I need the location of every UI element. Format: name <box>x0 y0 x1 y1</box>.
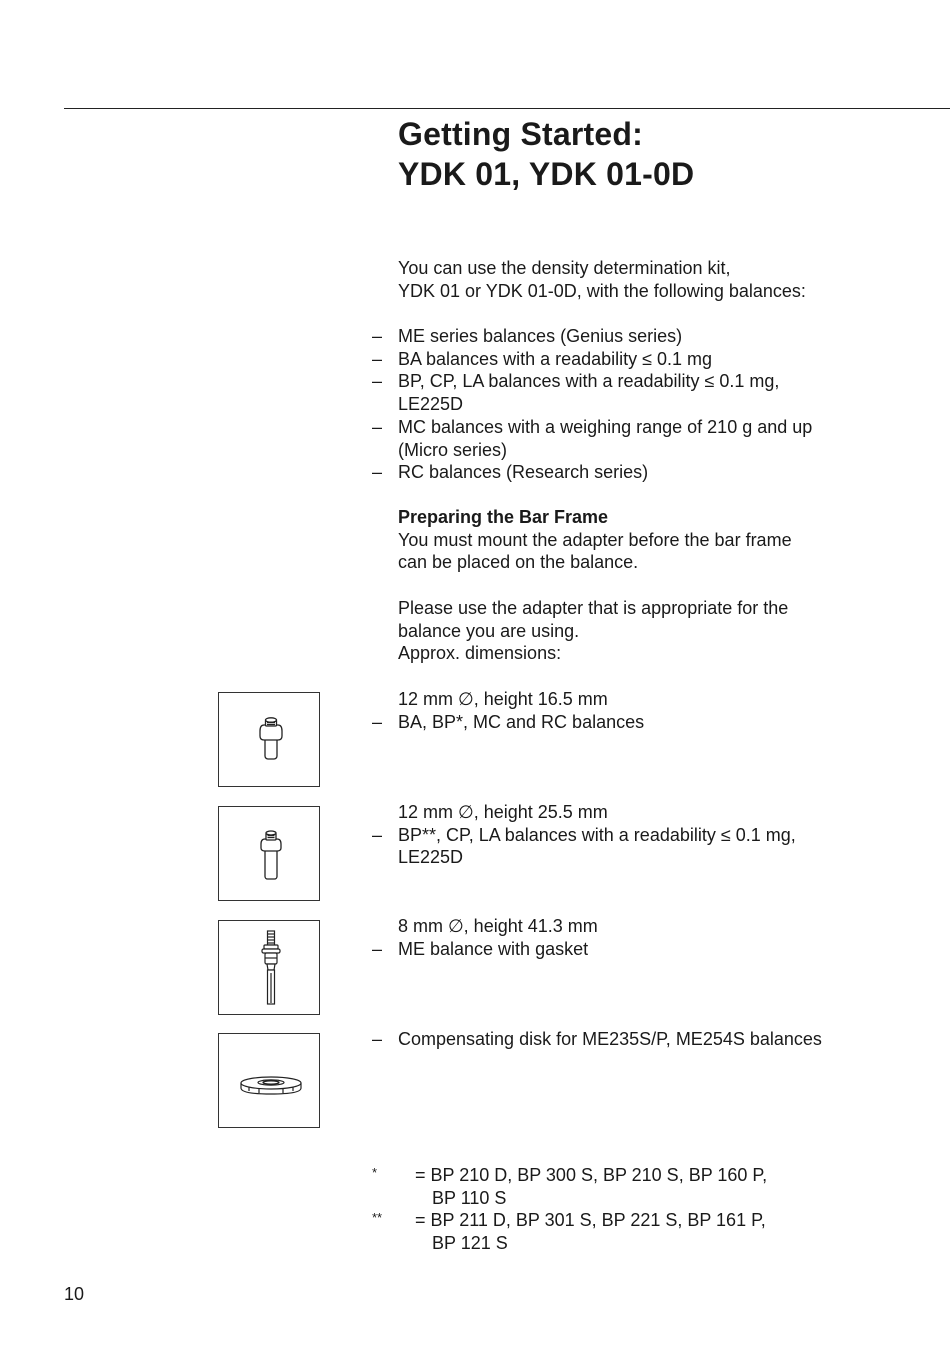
adapter-image-frame <box>218 1033 320 1128</box>
list-item <box>372 325 872 348</box>
adapter-image-frame <box>218 806 320 901</box>
adapter-usage <box>372 824 838 869</box>
list-item-text: ME series balances (Genius series) <box>398 326 683 346</box>
body-line: Please use the adapter that is appropriate for the <box>398 597 789 618</box>
adapter-usage <box>372 938 872 961</box>
adapter-entry <box>372 688 872 733</box>
bullet-dash: – <box>372 462 383 483</box>
list-item-text: BP, CP, LA balances with a readability ≤ 0.1 mg, LE225D <box>398 371 780 415</box>
adapter-dimension: 8 mm ∅, height 41.3 mm <box>398 916 598 936</box>
intro-paragraph <box>398 257 878 302</box>
list-item-text: BA balances with a readability ≤ 0.1 mg <box>398 348 713 369</box>
list-item <box>372 348 872 371</box>
adapter-usage-text: BP**, CP, LA balances with a readability ≤ 0.1 mg, LE225D <box>398 824 796 868</box>
adapter-entry <box>372 1028 872 1051</box>
footnote <box>372 1164 792 1209</box>
adapter-usage-text: ME balance with gasket <box>398 938 589 959</box>
page-number: 10 <box>64 1284 85 1304</box>
compensating-disk-icon <box>219 1034 321 1129</box>
adapter-image-frame <box>218 920 320 1015</box>
body-line: Approx. dimensions: <box>398 643 562 664</box>
adapter-usage <box>372 711 872 734</box>
page-title-line-1: Getting Started: <box>398 116 643 152</box>
adapter-entry <box>372 915 872 960</box>
footnote-text: = BP 210 D, BP 300 S, BP 210 S, BP 160 P, <box>415 1165 768 1185</box>
bullet-dash: – <box>372 711 383 732</box>
list-item <box>372 370 798 415</box>
adapter-image-frame <box>218 692 320 787</box>
bullet-dash: – <box>372 938 383 959</box>
short-adapter-icon <box>219 693 321 788</box>
list-item <box>372 416 818 461</box>
bullet-dash: – <box>372 824 383 845</box>
body-line: can be placed on the balance. <box>398 552 639 573</box>
adapter-usage-text: Compensating disk for ME235S/P, ME254S balances <box>398 1029 822 1049</box>
footnote-text: BP 110 S <box>432 1187 507 1208</box>
intro-line: You can use the density determination kit, <box>398 258 731 278</box>
bullet-dash: – <box>372 416 383 437</box>
footnote <box>372 1209 792 1254</box>
preparing-section <box>398 506 878 665</box>
compatible-balances-list <box>372 325 872 484</box>
adapter-dimension: 12 mm ∅, height 16.5 mm <box>398 689 608 709</box>
threaded-adapter-icon <box>219 921 321 1016</box>
page-title <box>398 114 694 194</box>
body-line: You must mount the adapter before the bar frame <box>398 529 792 550</box>
adapter-dimension: 12 mm ∅, height 25.5 mm <box>398 802 608 822</box>
bullet-dash: – <box>372 1029 383 1049</box>
section-heading: Preparing the Bar Frame <box>398 507 609 527</box>
list-item-text: RC balances (Research series) <box>398 462 649 483</box>
list-item <box>372 461 872 484</box>
list-item-text: MC balances with a weighing range of 210 g and up (Micro series) <box>398 416 813 460</box>
tall-adapter-icon <box>219 807 321 902</box>
header-rule <box>64 108 950 109</box>
bullet-dash: – <box>372 371 383 392</box>
intro-line: YDK 01 or YDK 01-0D, with the following balances: <box>398 280 806 301</box>
footnote-mark: ** <box>372 1210 383 1226</box>
footnote-text: BP 121 S <box>432 1233 508 1254</box>
bullet-dash: – <box>372 348 383 369</box>
adapter-entry <box>372 801 872 869</box>
adapter-usage <box>372 1028 872 1051</box>
page-title-line-2: YDK 01, YDK 01-0D <box>398 156 695 192</box>
body-line: balance you are using. <box>398 620 580 641</box>
adapter-usage-text: BA, BP*, MC and RC balances <box>398 711 645 732</box>
footnotes <box>372 1164 792 1255</box>
bullet-dash: – <box>372 326 383 346</box>
footnote-text: = BP 211 D, BP 301 S, BP 221 S, BP 161 P, <box>415 1210 766 1231</box>
footnote-mark: * <box>372 1165 378 1180</box>
